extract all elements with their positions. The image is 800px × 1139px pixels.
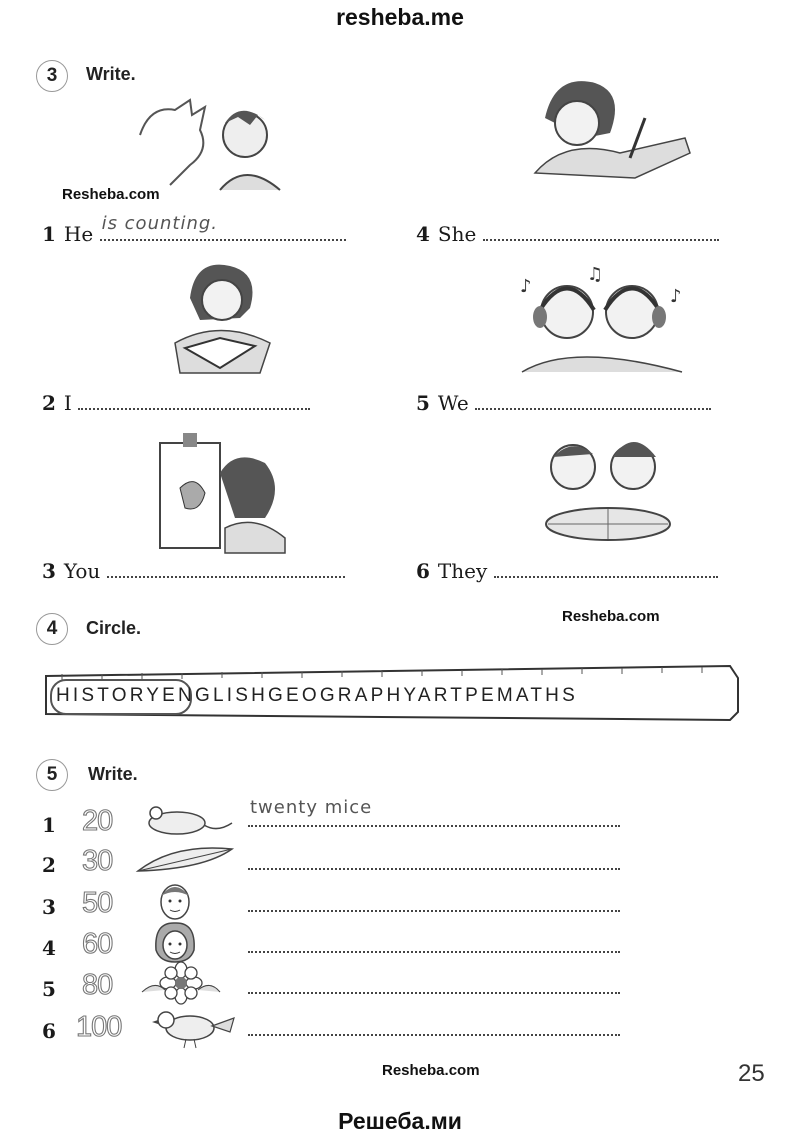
svg-text:♪: ♪ — [670, 286, 682, 307]
ex5-number-2: 30 — [82, 845, 113, 877]
ex3-item-5 — [416, 391, 711, 415]
child-painting-picture — [155, 428, 290, 553]
item-number: 1 — [42, 813, 56, 837]
item-pronoun: We — [437, 391, 469, 415]
woman-face-icon — [150, 920, 200, 966]
ex5-answer-line-4[interactable] — [248, 935, 620, 957]
exercise-4-number: 4 — [36, 613, 68, 645]
answer-line[interactable] — [475, 392, 711, 410]
ex5-answer-line-5[interactable] — [248, 976, 620, 998]
exercise-5-title: Write. — [88, 764, 138, 784]
exercise-4-title: Circle. — [86, 618, 142, 638]
watermark-2: Resheba.com — [562, 608, 660, 625]
word-search-row — [56, 685, 578, 707]
girl-writing-picture — [525, 78, 695, 188]
ex3-item-1 — [42, 213, 346, 246]
ex5-number-6: 100 — [76, 1011, 122, 1043]
watermark-1: Resheba.com — [62, 186, 160, 203]
item-number: 5 — [416, 391, 430, 415]
ex5-item-6 — [42, 1019, 64, 1043]
item-number: 4 — [416, 222, 430, 246]
item-pronoun: She — [437, 222, 477, 246]
ex5-item-5 — [42, 977, 64, 1001]
item-number: 6 — [416, 559, 430, 583]
exercise-3-number: 3 — [36, 60, 68, 92]
watermark-3: Resheba.com — [382, 1062, 480, 1079]
bird-icon — [150, 1006, 236, 1050]
mouse-icon — [142, 803, 234, 839]
remaining-letters[interactable]: ENGLISHGEOGRAPHYARTPEMATHS — [162, 685, 578, 706]
svg-text:♪: ♪ — [520, 276, 532, 297]
ex5-number-3: 50 — [82, 887, 113, 919]
ex5-number-5: 80 — [82, 969, 113, 1001]
ex3-item-3 — [42, 559, 345, 583]
page-number: 25 — [738, 1060, 765, 1087]
answer-line[interactable] — [494, 560, 718, 578]
girl-reading-picture — [170, 258, 280, 378]
handwritten-answer: twenty mice — [250, 797, 373, 818]
exercise-5-number: 5 — [36, 759, 68, 791]
handwritten-answer: is counting. — [101, 213, 219, 234]
circled-word[interactable]: HISTORY — [56, 685, 163, 706]
site-header: resheba.me — [336, 4, 464, 30]
children-eating-pizza-picture — [528, 432, 688, 547]
ex5-item-4 — [42, 936, 64, 960]
item-pronoun: They — [437, 559, 488, 583]
answer-line[interactable] — [100, 213, 346, 241]
item-number: 3 — [42, 559, 56, 583]
item-number: 4 — [42, 936, 56, 960]
ex3-item-2 — [42, 391, 310, 415]
item-number: 2 — [42, 391, 56, 415]
ex5-number-4: 60 — [82, 928, 113, 960]
exercise-3-title: Write. — [86, 64, 136, 84]
item-pronoun: He — [63, 222, 94, 246]
ex5-item-1 — [42, 813, 64, 837]
item-number: 6 — [42, 1019, 56, 1043]
answer-line[interactable] — [483, 223, 719, 241]
item-number: 3 — [42, 895, 56, 919]
man-face-icon — [155, 878, 195, 922]
ex5-answer-line-1[interactable] — [248, 797, 620, 831]
answer-line[interactable] — [78, 392, 310, 410]
ex5-item-2 — [42, 853, 64, 877]
ex5-item-3 — [42, 895, 64, 919]
ex5-answer-line-3[interactable] — [248, 894, 620, 916]
boy-counting-picture — [130, 95, 290, 190]
ex3-item-6 — [416, 559, 718, 583]
site-footer: Решеба.ми — [338, 1108, 462, 1134]
item-number: 1 — [42, 222, 56, 246]
ex5-answer-line-6[interactable] — [248, 1018, 620, 1040]
ex5-answer-line-2[interactable] — [248, 852, 620, 874]
children-listening-music-picture — [512, 262, 692, 377]
ex3-item-4 — [416, 222, 719, 246]
item-number: 5 — [42, 977, 56, 1001]
item-pronoun: I — [63, 391, 72, 415]
item-number: 2 — [42, 853, 56, 877]
ex5-number-1: 20 — [82, 805, 113, 837]
answer-line[interactable] — [107, 560, 345, 578]
item-pronoun: You — [63, 559, 101, 583]
flower-icon — [140, 962, 222, 1004]
svg-text:♫: ♫ — [587, 264, 604, 285]
leaf-icon — [134, 843, 236, 877]
